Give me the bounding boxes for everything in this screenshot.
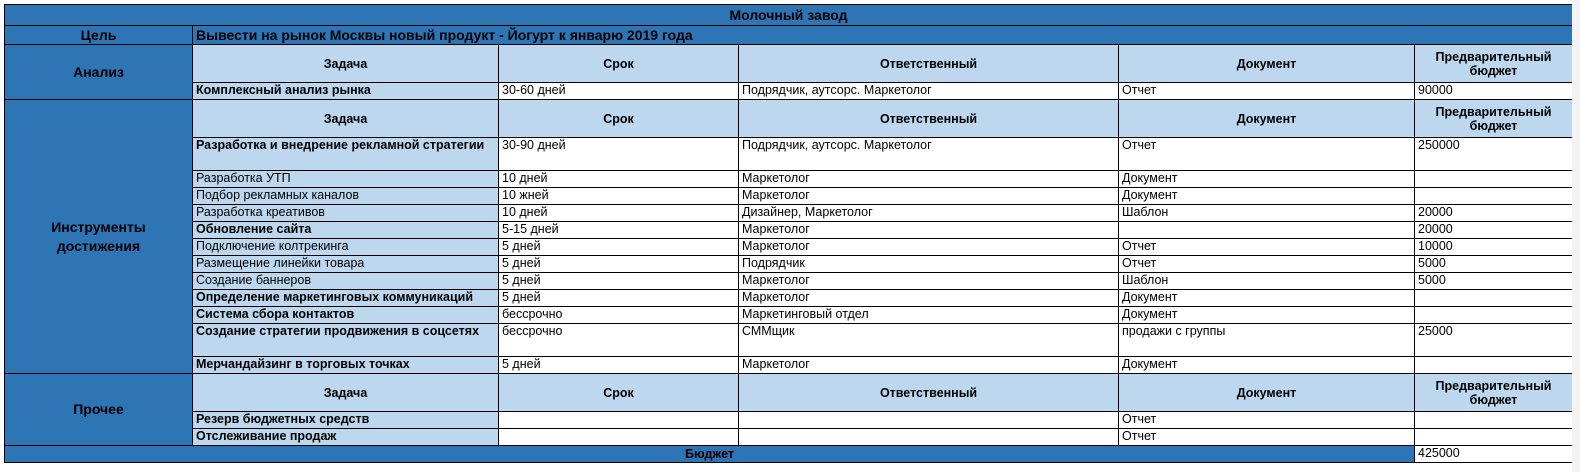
column-header-cell[interactable]: Срок — [499, 374, 739, 412]
column-header-cell[interactable]: Предварительный бюджет — [1415, 374, 1573, 412]
window-edge — [1572, 0, 1580, 472]
owner-cell[interactable]: Маркетолог — [739, 171, 1119, 188]
owner-cell[interactable]: Подрядчик — [739, 256, 1119, 273]
budget-cell[interactable] — [1415, 357, 1573, 374]
column-header-cell[interactable]: Предварительный бюджет — [1415, 100, 1573, 138]
table-row — [5, 171, 1573, 188]
sheet-title-cell[interactable]: Молочный завод — [5, 5, 1573, 26]
column-header-cell[interactable]: Задача — [193, 100, 499, 138]
term-cell[interactable]: 10 дней — [499, 205, 739, 222]
owner-cell[interactable]: Подрядчик, аутсорс. Маркетолог — [739, 83, 1119, 100]
task-cell[interactable]: Обновление сайта — [193, 222, 499, 239]
section-label-cell[interactable]: Анализ — [5, 45, 193, 100]
total-row — [5, 446, 1573, 463]
column-header-cell[interactable]: Задача — [193, 374, 499, 412]
owner-cell[interactable]: Маркетолог — [739, 239, 1119, 256]
column-header-cell[interactable]: Ответственный — [739, 374, 1119, 412]
column-header-cell[interactable]: Документ — [1119, 374, 1415, 412]
term-cell[interactable]: 30-60 дней — [499, 83, 739, 100]
table-row — [5, 222, 1573, 239]
table-row — [5, 429, 1573, 446]
owner-cell[interactable]: СММщик — [739, 324, 1119, 357]
table-row — [5, 83, 1573, 100]
goal-text-cell[interactable]: Вывести на рынок Москвы новый продукт - Йогурт к январю 2019 года — [193, 26, 1573, 45]
task-cell[interactable]: Комплексный анализ рынка — [193, 83, 499, 100]
budget-cell[interactable]: 20000 — [1415, 222, 1573, 239]
column-header-cell[interactable]: Документ — [1119, 45, 1415, 83]
document-cell[interactable]: Отчет — [1119, 138, 1415, 171]
budget-cell[interactable] — [1415, 412, 1573, 429]
document-cell[interactable]: Отчет — [1119, 256, 1415, 273]
total-value-cell[interactable]: 425000 — [1415, 446, 1573, 463]
budget-cell[interactable] — [1415, 171, 1573, 188]
task-cell[interactable]: Мерчандайзинг в торговых точках — [193, 357, 499, 374]
document-cell[interactable]: Отчет — [1119, 412, 1415, 429]
term-cell[interactable]: 5 дней — [499, 290, 739, 307]
task-cell[interactable]: Создание стратегии продвижения в соцсетях — [193, 324, 499, 357]
table-row — [5, 188, 1573, 205]
document-cell[interactable] — [1119, 222, 1415, 239]
term-cell[interactable]: 5 дней — [499, 256, 739, 273]
owner-cell[interactable]: Подрядчик, аутсорс. Маркетолог — [739, 138, 1119, 171]
budget-cell[interactable] — [1415, 290, 1573, 307]
term-cell[interactable] — [499, 412, 739, 429]
budget-cell[interactable] — [1415, 307, 1573, 324]
document-cell[interactable]: продажи с группы — [1119, 324, 1415, 357]
column-header-cell[interactable]: Ответственный — [739, 45, 1119, 83]
task-cell[interactable]: Система сбора контактов — [193, 307, 499, 324]
table-row — [5, 138, 1573, 171]
table-row — [5, 205, 1573, 222]
document-cell[interactable]: Документ — [1119, 357, 1415, 374]
document-cell[interactable]: Документ — [1119, 290, 1415, 307]
task-cell[interactable]: Определение маркетинговых коммуникаций — [193, 290, 499, 307]
task-cell[interactable]: Резерв бюджетных средств — [193, 412, 499, 429]
term-cell[interactable]: бессрочно — [499, 307, 739, 324]
table-row — [5, 256, 1573, 273]
title-row — [5, 5, 1573, 26]
column-header-cell[interactable]: Документ — [1119, 100, 1415, 138]
document-cell[interactable]: Документ — [1119, 188, 1415, 205]
task-cell[interactable]: Подбор рекламных каналов — [193, 188, 499, 205]
section-header-row — [5, 100, 1573, 138]
budget-cell[interactable] — [1415, 188, 1573, 205]
budget-cell[interactable]: 90000 — [1415, 83, 1573, 100]
column-header-cell[interactable]: Ответственный — [739, 100, 1119, 138]
table-row — [5, 290, 1573, 307]
table-row — [5, 324, 1573, 357]
budget-cell[interactable]: 20000 — [1415, 205, 1573, 222]
term-cell[interactable]: бессрочно — [499, 324, 739, 357]
budget-cell[interactable]: 10000 — [1415, 239, 1573, 256]
task-cell[interactable]: Разработка УТП — [193, 171, 499, 188]
section-header-row — [5, 374, 1573, 412]
task-cell[interactable]: Размещение линейки товара — [193, 256, 499, 273]
term-cell[interactable]: 5 дней — [499, 239, 739, 256]
document-cell[interactable]: Шаблон — [1119, 273, 1415, 290]
owner-cell[interactable] — [739, 412, 1119, 429]
document-cell[interactable]: Документ — [1119, 171, 1415, 188]
task-cell[interactable]: Подключение колтрекинга — [193, 239, 499, 256]
budget-cell[interactable]: 5000 — [1415, 256, 1573, 273]
term-cell[interactable]: 5-15 дней — [499, 222, 739, 239]
document-cell[interactable]: Документ — [1119, 307, 1415, 324]
budget-cell[interactable] — [1415, 429, 1573, 446]
budget-cell[interactable]: 25000 — [1415, 324, 1573, 357]
owner-cell[interactable]: Маркетолог — [739, 273, 1119, 290]
column-header-cell[interactable]: Предварительный бюджет — [1415, 45, 1573, 83]
term-cell[interactable]: 10 дней — [499, 171, 739, 188]
owner-cell[interactable] — [739, 429, 1119, 446]
total-label-cell[interactable]: Бюджет — [5, 446, 1415, 463]
task-cell[interactable]: Разработка креативов — [193, 205, 499, 222]
term-cell[interactable]: 5 дней — [499, 357, 739, 374]
table-row — [5, 239, 1573, 256]
table-row — [5, 273, 1573, 290]
section-label-cell[interactable]: Инструменты достижения — [5, 100, 193, 374]
column-header-cell[interactable]: Срок — [499, 100, 739, 138]
column-header-cell[interactable]: Задача — [193, 45, 499, 83]
task-cell[interactable]: Создание баннеров — [193, 273, 499, 290]
document-cell[interactable]: Отчет — [1119, 239, 1415, 256]
owner-cell[interactable]: Дизайнер, Маркетолог — [739, 205, 1119, 222]
table-row — [5, 307, 1573, 324]
section-header-row — [5, 45, 1573, 83]
document-cell[interactable]: Отчет — [1119, 83, 1415, 100]
table-row — [5, 357, 1573, 374]
document-cell[interactable]: Отчет — [1119, 429, 1415, 446]
goal-row — [5, 26, 1573, 45]
budget-cell[interactable]: 250000 — [1415, 138, 1573, 171]
budget-table — [4, 4, 1573, 463]
table-row — [5, 412, 1573, 429]
term-cell[interactable]: 10 жней — [499, 188, 739, 205]
owner-cell[interactable]: Маркетолог — [739, 357, 1119, 374]
column-header-cell[interactable]: Срок — [499, 45, 739, 83]
task-cell[interactable]: Отслеживание продаж — [193, 429, 499, 446]
owner-cell[interactable]: Маркетинговый отдел — [739, 307, 1119, 324]
term-cell[interactable]: 5 дней — [499, 273, 739, 290]
term-cell[interactable] — [499, 429, 739, 446]
owner-cell[interactable]: Маркетолог — [739, 188, 1119, 205]
budget-cell[interactable]: 5000 — [1415, 273, 1573, 290]
owner-cell[interactable]: Маркетолог — [739, 222, 1119, 239]
owner-cell[interactable]: Маркетолог — [739, 290, 1119, 307]
goal-label-cell[interactable]: Цель — [5, 26, 193, 45]
document-cell[interactable]: Шаблон — [1119, 205, 1415, 222]
task-cell[interactable]: Разработка и внедрение рекламной стратегии — [193, 138, 499, 171]
section-label-cell[interactable]: Прочее — [5, 374, 193, 446]
term-cell[interactable]: 30-90 дней — [499, 138, 739, 171]
